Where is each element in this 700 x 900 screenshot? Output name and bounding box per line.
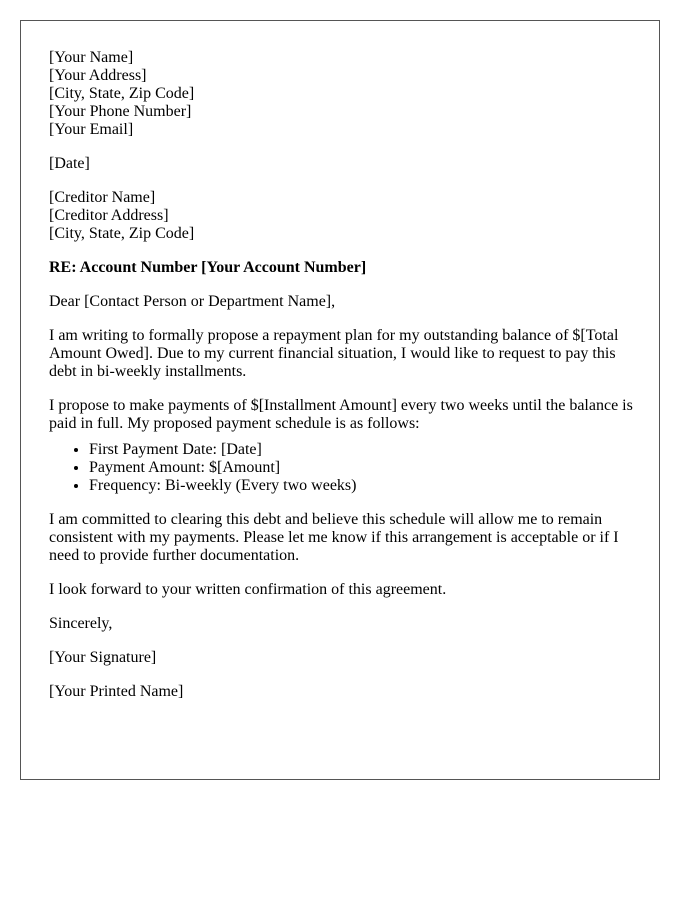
body-paragraph-1: I am writing to formally propose a repayment plan for my outstanding balance of $[Total Amount Owed]. Due to my current financial situation, I would like to request to pay this debt in bi-weekly installments. [49, 327, 619, 380]
signature: [Your Signature] [49, 649, 157, 666]
list-item: • Frequency: Bi-weekly (Every two weeks) [89, 477, 639, 495]
body-paragraph-3: I am committed to clearing this debt and believe this schedule will allow me to remain consistent with my payments. Please let me know if this arrangement is acceptable or if I need to provide further documentation. [49, 511, 619, 564]
letter-page [20, 20, 660, 780]
closing: Sincerely, [49, 615, 113, 632]
recipient-block [49, 189, 639, 243]
sender-phone: [Your Phone Number] [49, 103, 192, 120]
sender-address: [Your Address] [49, 67, 147, 84]
recipient-name: [Creditor Name] [49, 189, 156, 206]
sender-name: [Your Name] [49, 49, 134, 66]
letter-date: [Date] [49, 155, 90, 172]
letter-content [49, 49, 639, 717]
sender-block [49, 49, 639, 139]
salutation: Dear [Contact Person or Department Name], [49, 293, 336, 310]
sender-email: [Your Email] [49, 121, 134, 138]
subject-line: RE: Account Number [Your Account Number] [49, 259, 367, 276]
recipient-address: [Creditor Address] [49, 207, 169, 224]
list-item: • First Payment Date: [Date] [89, 441, 639, 459]
body-paragraph-2: I propose to make payments of $[Installment Amount] every two weeks until the balance is paid in full. My proposed payment schedule is as follows: [49, 397, 633, 432]
payment-schedule-list [49, 441, 639, 495]
body-paragraph-4: I look forward to your written confirmation of this agreement. [49, 581, 447, 598]
printed-name: [Your Printed Name] [49, 683, 184, 700]
sender-city-state-zip: [City, State, Zip Code] [49, 85, 195, 102]
recipient-city-state-zip: [City, State, Zip Code] [49, 225, 195, 242]
list-item: • Payment Amount: $[Amount] [89, 459, 639, 477]
